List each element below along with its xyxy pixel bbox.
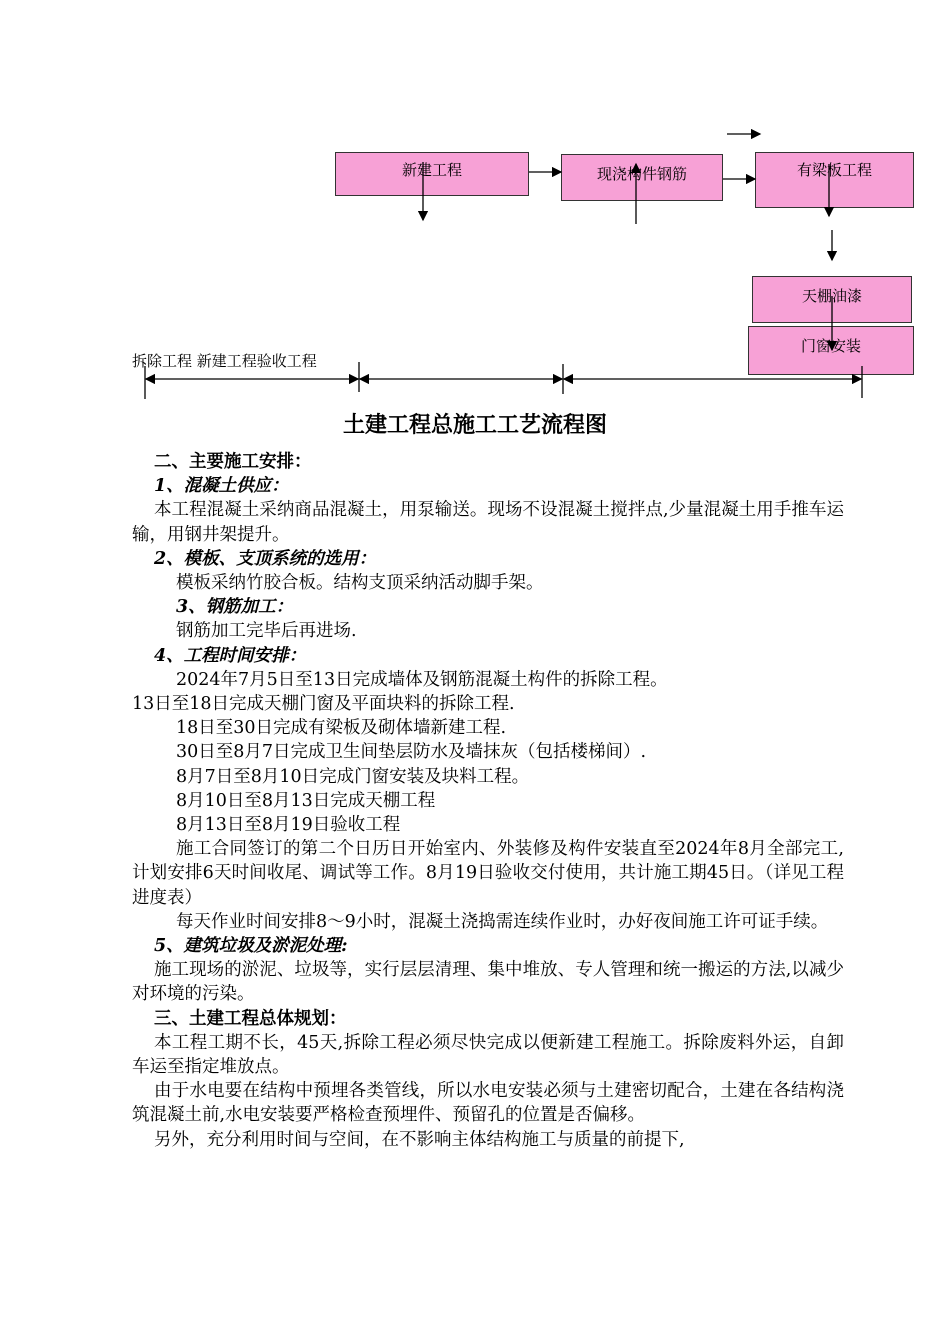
paragraph: 施工合同签订的第二个日历日开始室内、外装修及构件安装直至2024年8月全部完工,计划安排6天时间收尾、调试等工作。8月19日验收交付使用，共计施工期45日。（详见工程进度表）: [132, 839, 844, 908]
document-body: [132, 450, 844, 1152]
flow-box-label: 天棚油漆: [801, 287, 862, 305]
schedule-line: 2024年7月5日至13日完成墙体及钢筋混凝土构件的拆除工程。: [176, 669, 668, 690]
subsection-heading: 1、混凝土供应：: [154, 476, 289, 497]
flow-box-label: 新建工程: [401, 161, 462, 179]
subsection-heading: 3、钢筋加工：: [176, 597, 294, 618]
paragraph: 另外，充分利用时间与空间，在不影响主体结构施工与质量的前提下,: [154, 1129, 685, 1150]
schedule-line: 8月10日至8月13日完成天棚工程: [176, 790, 436, 811]
paragraph: 施工现场的淤泥、垃圾等，实行层层清理、集中堆放、专人管理和统一搬运的方法,以减少对环境的污染。: [132, 960, 844, 1005]
paragraph: 模板采纳竹胶合板。结构支顶采纳活动脚手架。: [176, 573, 544, 594]
section-heading: 二、主要施工安排：: [154, 452, 312, 472]
subsection-heading: 4、工程时间安排：: [154, 645, 307, 666]
schedule-line: 13日至18日完成天棚门窗及平面块料的拆除工程.: [132, 694, 515, 715]
page-title: 土建工程总施工工艺流程图: [342, 413, 607, 438]
schedule-line: 8月7日至8月10日完成门窗安装及块料工程。: [176, 766, 530, 787]
schedule-line: 18日至30日完成有梁板及砌体墙新建工程.: [176, 718, 507, 739]
section-heading: 三、土建工程总体规划：: [154, 1008, 347, 1029]
paragraph: 每天作业时间安排8～9小时，混凝土浇捣需连续作业时，办好夜间施工许可证手续。: [176, 911, 829, 932]
flow-box-label: 现浇构件钢筋: [596, 165, 687, 183]
schedule-line: 8月13日至8月19日验收工程: [176, 815, 401, 836]
flowchart-arrows: [0, 0, 950, 410]
flow-box-label: 门窗安装: [800, 337, 861, 355]
subsection-heading: 5、建筑垃圾及淤泥处理:: [154, 936, 348, 957]
timeline-label: 拆除工程 新建工程验收工程: [132, 352, 317, 370]
paragraph: 由于水电要在结构中预埋各类管线，所以水电安装必须与土建密切配合，土建在各结构浇筑混凝土前,水电安装要严格检查预埋件、预留孔的位置是否偏移。: [132, 1081, 844, 1126]
schedule-line: 30日至8月7日完成卫生间垫层防水及墙抹灰（包括楼梯间）.: [176, 742, 647, 763]
paragraph: 本工程工期不长，45天,拆除工程必须尽快完成以便新建工程施工。拆除废料外运，自卸车运至指定堆放点。: [132, 1032, 844, 1078]
paragraph: 本工程混凝土采纳商品混凝土，用泵输送。现场不设混凝土搅拌点,少量混凝土用手推车运输，用钢井架提升。: [132, 500, 844, 545]
flow-box-label: 有梁板工程: [796, 161, 872, 179]
paragraph: 钢筋加工完毕后再进场.: [176, 621, 357, 642]
subsection-heading: 2、模板、支顶系统的选用：: [154, 548, 377, 569]
